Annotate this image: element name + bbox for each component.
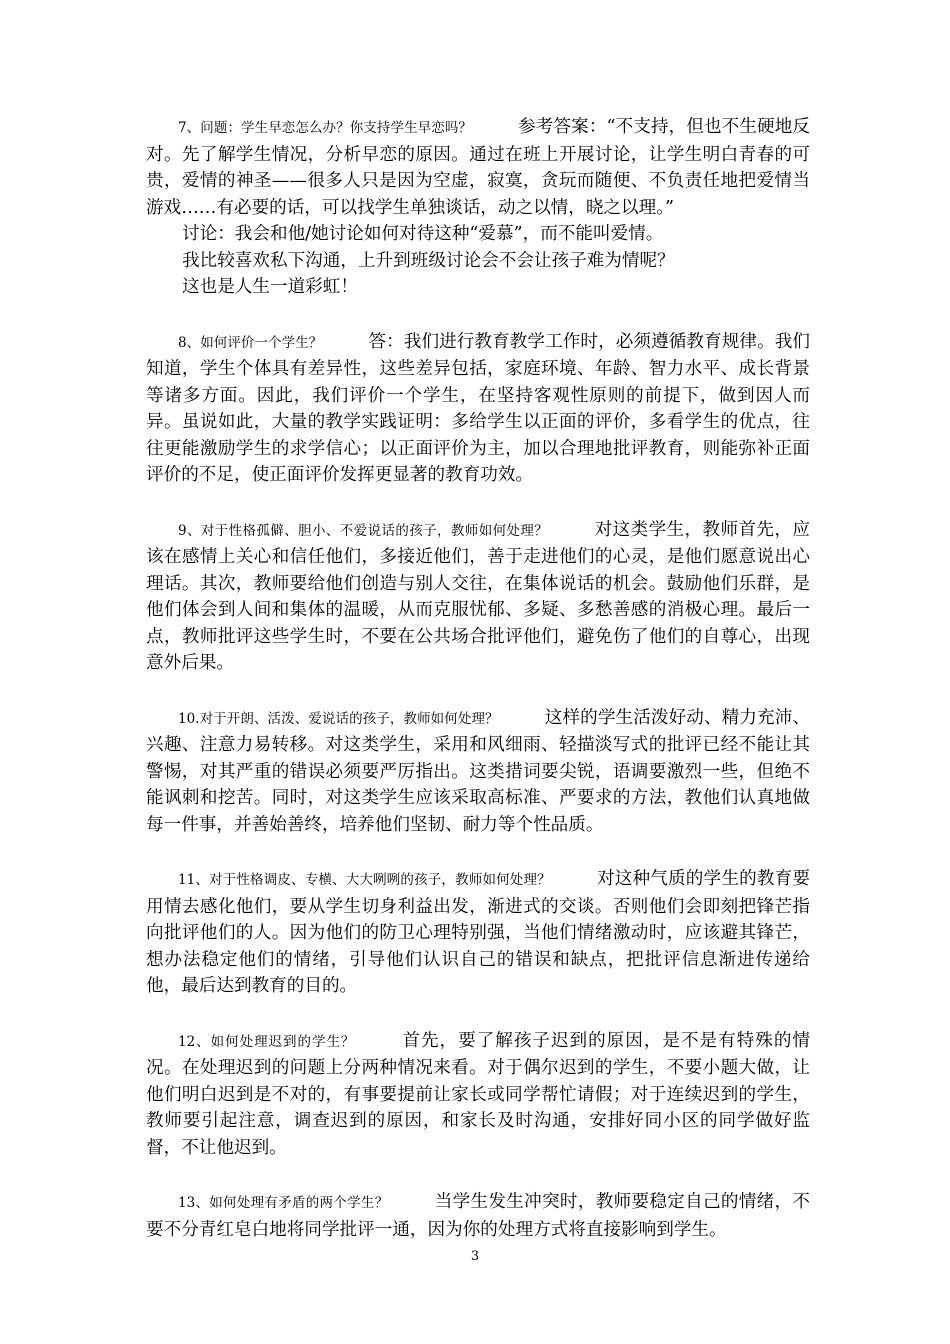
- question-7: [146, 114, 810, 221]
- question-11: [146, 866, 810, 1000]
- page-number: 3: [470, 1249, 480, 1264]
- question-10-answer: 这样的学生活泼好动、精力充沛、兴趣、注意力易转移。对这类学生，采用和风细雨、轻描淡写式的批评已经不能让其警惕，对其严重的错误必须要严厉指出。这类措词要尖锐，语调要激烈一些，但绝不能讽刺和挖苦。同时，对这类学生应该采取高标准、严要求的方法，教他们认真地做每一件事，并善始善终，培养他们坚韧、耐力等个性品质。: [146, 707, 810, 835]
- question-9-title: 9、对于性格孤僻、胆小、不爱说话的孩子，教师如何处理？: [178, 522, 549, 539]
- discussion-line-3: 这也是人生一道彩虹！: [182, 277, 358, 297]
- question-13: [146, 1189, 810, 1243]
- question-13-title: 13、如何处理有矛盾的两个学生？: [178, 1195, 389, 1211]
- discussion-line-1: 讨论：我会和他/她讨论如何对待这种“爱慕”，而不能叫爱情。: [182, 224, 664, 244]
- question-8: [146, 329, 810, 489]
- question-13-answer: 当学生发生冲突时，教师要稳定自己的情绪，不要不分青红皂白地将同学批评一通，因为你的处理方式将直接影响到学生。: [146, 1192, 810, 1240]
- question-9: [146, 517, 810, 677]
- question-10: [146, 705, 810, 839]
- question-9-answer: 对这类学生，教师首先，应该在感情上关心和信任他们，多接近他们，善于走进他们的心灵，是他们愿意说出心理话。其次，教师要给他们创造与别人交往，在集体说话的机会。鼓励他们乐群，是他们体会到人间和集体的温暖，从而克服忧郁、多疑、多愁善感的消极心理。最后一点，教师批评这些学生时，不要在公共场合批评他们，避免伤了他们的自尊心，出现意外后果。: [146, 519, 810, 673]
- question-11-title: 11、对于性格调皮、专横、大大咧咧的孩子，教师如何处理？: [178, 872, 551, 888]
- question-7-title: 7、问题：学生早恋怎么办？你支持学生早恋吗？: [178, 120, 473, 136]
- question-11-answer: 对这种气质的学生的教育要用情去感化他们，要从学生切身利益出发，渐进式的交谈。否则他们会即刻把锋芒指向批评他们的人。因为他们的防卫心理特别强，当他们情绪激动时，应该避其锋芒，想办法稳定他们的情绪，引导他们认识自己的错误和缺点，把批评信息渐进传递给他，最后达到教育的目的。: [146, 869, 810, 996]
- question-12-answer: 首先，要了解孩子迟到的原因，是不是有特殊的情况。在处理迟到的问题上分两种情况来看。对于偶尔迟到的学生，不要小题大做，让他们明白迟到是不对的，有事要提前让家长或同学帮忙请假；对于连续迟到的学生，教师要引起注意，调查迟到的原因，和家长及时沟通，安排好同小区的同学做好监督，不让他迟到。: [146, 1030, 810, 1158]
- question-7-answer: 参考答案：“不支持，但也不生硬地反对。先了解学生情况，分析早恋的原因。通过在班上开展讨论，让学生明白青春的可贵，爱情的神圣——很多人只是因为空虚，寂寞，贪玩而随便、不负责任地把爱情当游戏……有必要的话，可以找学生单独谈话，动之以情，晓之以理。”: [146, 117, 810, 218]
- document-body: [146, 114, 810, 1243]
- question-8-title: 8、如何评价一个学生？: [178, 334, 323, 351]
- question-10-title: 10.对于开朗、活泼、爱说话的孩子，教师如何处理？: [178, 710, 499, 727]
- question-8-answer: 答：我们进行教育教学工作时，必须遵循教育规律。我们知道，学生个体具有差异性，这些差异包括，家庭环境、年龄、智力水平、成长背景等诸多方面。因此，我们评价一个学生，在坚持客观性原则的前提下，做到因人而异。虽说如此，大量的教学实践证明：多给学生以正面的评价，多看学生的优点，往往更能激励学生的求学信心；以正面评价为主，加以合理地批评教育，则能弥补正面评价的不足，使正面评价发挥更显著的教育功效。: [146, 331, 810, 485]
- question-12-title: 12、如何处理迟到的学生？: [178, 1033, 356, 1050]
- question-12: [146, 1028, 810, 1162]
- discussion-line-2: 我比较喜欢私下沟通，上升到班级讨论会不会让孩子难为情呢？: [182, 250, 675, 271]
